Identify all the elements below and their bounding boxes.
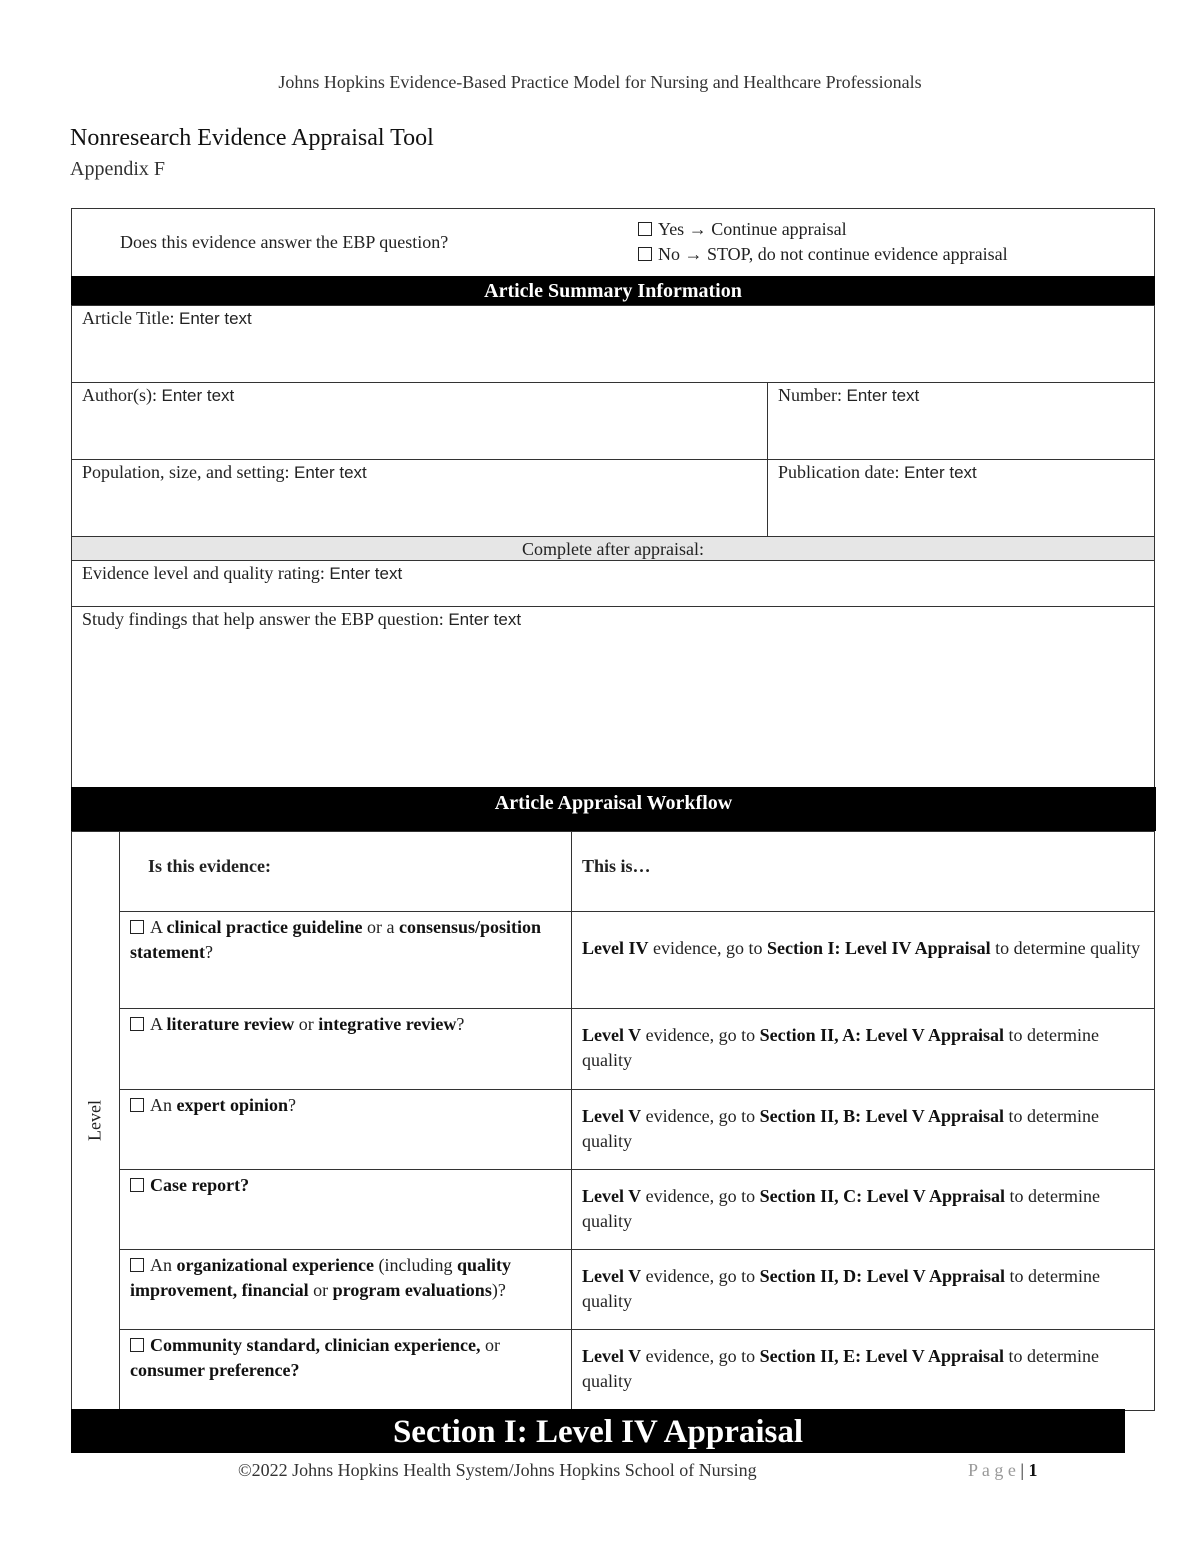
running-header: Johns Hopkins Evidence-Based Practice Model for Nursing and Healthcare Professionals	[278, 72, 922, 92]
authors-field[interactable]	[71, 382, 768, 460]
evidence-level-result	[571, 1089, 1155, 1170]
text-segment: Level V	[582, 1186, 642, 1206]
complete-after-appraisal-bar: Complete after appraisal:	[71, 536, 1155, 561]
evidence-level-label: Evidence level and quality rating:	[82, 563, 325, 583]
page-number: P a g e | 1	[968, 1460, 1038, 1480]
article-title-field[interactable]	[71, 305, 1155, 383]
text-segment: consumer preference?	[130, 1360, 300, 1380]
text-segment: A	[150, 1014, 167, 1034]
no-checkbox[interactable]	[638, 247, 652, 261]
footer-copyright: ©2022 Johns Hopkins Health System/Johns Hopkins School of Nursing	[238, 1460, 757, 1480]
number-label: Number:	[778, 385, 842, 405]
evidence-type-checkbox[interactable]	[130, 1017, 144, 1031]
text-segment: quality improvement, financial	[130, 1255, 511, 1300]
text-segment: program evaluations	[332, 1280, 492, 1300]
evidence-level-input[interactable]: Enter text	[329, 564, 403, 583]
text-segment: clinical practice guideline	[166, 917, 363, 937]
text-segment: to determine quality	[582, 1186, 1100, 1231]
text-segment: Level V	[582, 1266, 642, 1286]
text-segment: Section II, D: Level V Appraisal	[759, 1266, 1005, 1286]
publication-date-input[interactable]: Enter text	[903, 463, 977, 482]
evidence-type-option[interactable]	[119, 1329, 572, 1411]
level-column	[71, 831, 120, 1410]
evidence-type-option[interactable]	[119, 911, 572, 1009]
text-segment: ?	[288, 1095, 297, 1115]
evidence-type-option[interactable]	[119, 1249, 572, 1330]
evidence-level-result	[571, 1329, 1155, 1411]
study-findings-label: Study findings that help answer the EBP question:	[82, 609, 444, 629]
text-segment: Section II, B: Level V Appraisal	[759, 1106, 1005, 1126]
document-title: Nonresearch Evidence Appraisal Tool	[70, 125, 434, 151]
population-field[interactable]	[71, 459, 768, 537]
evidence-type-option[interactable]	[119, 1008, 572, 1090]
section-1-heading: Section I: Level IV Appraisal	[71, 1409, 1125, 1453]
number-field[interactable]	[767, 382, 1155, 460]
text-segment: literature review	[166, 1014, 295, 1034]
publication-date-field[interactable]	[767, 459, 1155, 537]
evidence-type-checkbox[interactable]	[130, 1098, 144, 1112]
evidence-type-checkbox[interactable]	[130, 1338, 144, 1352]
evidence-type-checkbox[interactable]	[130, 1258, 144, 1272]
text-segment: evidence, go to	[648, 938, 767, 958]
text-segment: (including	[373, 1255, 457, 1275]
study-findings-input[interactable]: Enter text	[448, 610, 522, 629]
evidence-level-result	[571, 1169, 1155, 1250]
text-segment: evidence, go to	[641, 1266, 760, 1286]
article-summary-heading: Article Summary Information	[71, 276, 1155, 305]
text-segment: evidence, go to	[641, 1106, 760, 1126]
text-segment: or a	[362, 917, 399, 937]
evidence-level-result	[571, 1249, 1155, 1330]
ebp-question-label: Does this evidence answer the EBP question?	[120, 232, 449, 252]
article-title-input[interactable]: Enter text	[179, 309, 252, 328]
evidence-type-option[interactable]	[119, 1169, 572, 1250]
text-segment: to determine quality	[582, 1106, 1099, 1151]
publication-date-label: Publication date:	[778, 462, 900, 482]
evidence-level-result	[571, 1008, 1155, 1090]
no-option[interactable]	[638, 244, 1008, 265]
text-segment: Level V	[582, 1346, 642, 1366]
text-segment: Community standard, clinician experience,	[150, 1335, 481, 1355]
evidence-type-checkbox[interactable]	[130, 920, 144, 934]
text-segment: or	[294, 1014, 319, 1034]
no-label: No → STOP, do not continue evidence appraisal	[658, 244, 1008, 264]
text-segment: to determine quality	[990, 938, 1141, 958]
evidence-level-result	[571, 911, 1155, 1009]
yes-checkbox[interactable]	[638, 222, 652, 236]
number-input[interactable]: Enter text	[846, 386, 920, 405]
text-segment: Level V	[582, 1025, 642, 1045]
text-segment: integrative review	[318, 1014, 457, 1034]
article-title-label: Article Title:	[82, 308, 175, 328]
appraisal-workflow-heading: Article Appraisal Workflow	[71, 787, 1156, 831]
text-segment: ?	[204, 942, 213, 962]
text-segment: expert opinion	[176, 1095, 289, 1115]
column-header-evidence: Is this evidence:	[119, 831, 572, 912]
authors-label: Author(s):	[82, 385, 157, 405]
text-segment: Level IV	[582, 938, 649, 958]
appendix-label: Appendix F	[70, 158, 165, 180]
text-segment: consensus/position statement	[130, 917, 542, 962]
text-segment: or	[480, 1335, 500, 1355]
text-segment: An	[150, 1255, 177, 1275]
page-label: P a g e	[968, 1460, 1016, 1480]
text-segment: An	[150, 1095, 177, 1115]
yes-label: Yes → Continue appraisal	[658, 219, 847, 239]
text-segment: or	[308, 1280, 333, 1300]
yes-option[interactable]	[638, 219, 847, 240]
evidence-type-option[interactable]	[119, 1089, 572, 1170]
text-segment: evidence, go to	[641, 1025, 760, 1045]
population-input[interactable]: Enter text	[293, 463, 367, 482]
text-segment: evidence, go to	[641, 1346, 760, 1366]
text-segment: )?	[491, 1280, 506, 1300]
text-segment: Section II, A: Level V Appraisal	[759, 1025, 1005, 1045]
evidence-level-field[interactable]	[71, 560, 1155, 607]
text-segment: to determine quality	[582, 1346, 1099, 1391]
column-header-this-is: This is…	[571, 831, 1155, 912]
ebp-question-row	[71, 208, 1155, 277]
text-segment: Section II, C: Level V Appraisal	[759, 1186, 1005, 1206]
text-segment: to determine quality	[582, 1266, 1100, 1311]
study-findings-field[interactable]	[71, 606, 1155, 788]
text-segment: Section II, E: Level V Appraisal	[759, 1346, 1005, 1366]
text-segment: Level V	[582, 1106, 642, 1126]
text-segment: to determine quality	[582, 1025, 1099, 1070]
text-segment: A	[150, 917, 167, 937]
text-segment: ?	[456, 1014, 465, 1034]
text-segment: Case report?	[150, 1175, 250, 1195]
level-label: Level	[84, 1100, 105, 1141]
evidence-type-checkbox[interactable]	[130, 1178, 144, 1192]
text-segment: organizational experience	[176, 1255, 374, 1275]
text-segment: evidence, go to	[641, 1186, 760, 1206]
page-number-value: 1	[1028, 1460, 1038, 1480]
authors-input[interactable]: Enter text	[161, 386, 235, 405]
population-label: Population, size, and setting:	[82, 462, 290, 482]
text-segment: Section I: Level IV Appraisal	[766, 938, 991, 958]
